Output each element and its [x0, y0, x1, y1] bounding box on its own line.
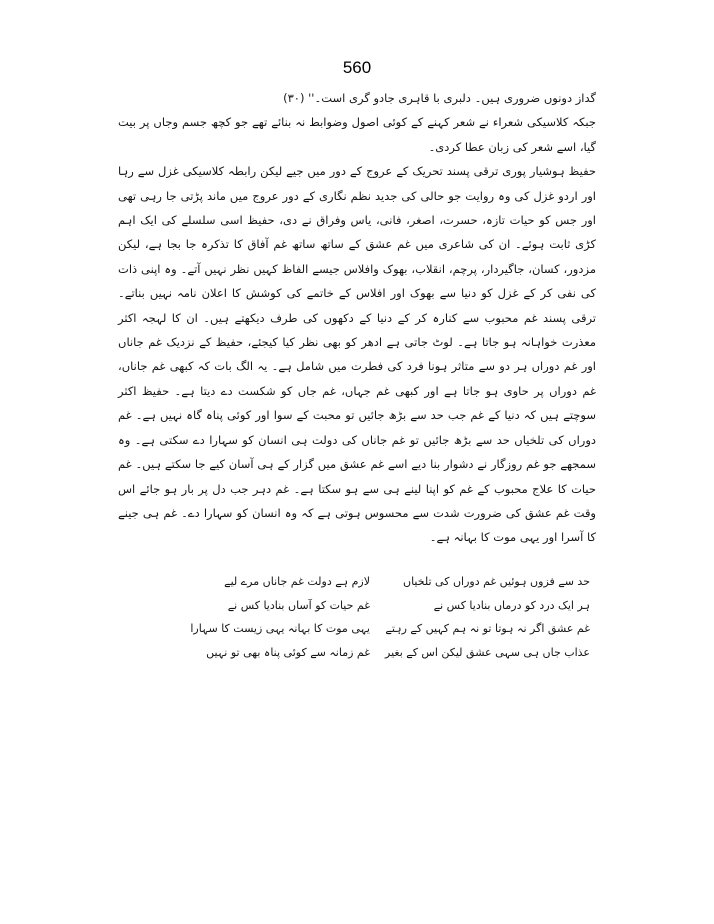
couplet-second-line: یہی موت کا بہانہ یہی زیست کا سہارا	[190, 622, 370, 635]
couplet	[150, 641, 590, 665]
couplet-second-line: لازم ہے دولت غم جاناں مرے لیے	[224, 575, 370, 588]
couplet	[150, 594, 590, 618]
couplet-first-line: غم عشق اگر نہ ہوتا تو نہ ہم کہیں کے رہتے	[385, 622, 590, 635]
body-text	[118, 86, 596, 550]
paragraph: گداز دونوں ضروری ہیں۔ دلبری با قاہری جادو گری است۔'' (۳۰)	[283, 91, 596, 105]
couplet-first-line: حد سے فزوں ہوئیں غم دوراں کی تلخیاں	[403, 575, 590, 588]
couplet-second-line: غم حیات کو آساں بنادیا کس نے	[227, 598, 370, 612]
couplet	[150, 570, 590, 594]
couplet	[150, 617, 590, 641]
couplet-first-line: ہر ایک درد کو درماں بنادیا کس نے	[433, 598, 590, 612]
couplet-second-line: غم زمانہ سے کوئی پناہ بھی تو نہیں	[206, 645, 370, 659]
page-number: 560	[342, 58, 372, 77]
couplet-first-line: عذاب جاں ہی سہی عشق لیکن اس کے بغیر	[385, 645, 590, 659]
poem	[150, 570, 590, 664]
paragraph: جبکہ کلاسیکی شعراء نے شعر کہنے کے کوئی اصول وضوابط نہ بنائے تھے جو کچھ جسم وجاں پر بیت گیا، اسے شعر کی زبان عطا کردی۔	[118, 115, 596, 154]
paragraph: حفیظ ہوشیار پوری ترقی پسند تحریک کے عروج کے دور میں جیے لیکن رابطہ کلاسیکی غزل سے رہا اور اردو غزل کی وہ روایت جو حالی کی جدید نظم نگاری کے دور عروج میں ماند پڑتی جا رہی تھی اور جس کو حیات تازہ، حسرت، اصغر، فانی، یاس وفراق نے دی، حفیظ اسی سلسلے کی ایک اہم کڑی ثابت ہوئے۔ ان کی شاعری میں غم عشق کے ساتھ ساتھ غم آفاق کا تذکرہ جا بجا ہے، لیکن مزدور، کسان، جاگیردار، پرچم، انقلاب، بھوک وافلاس جیسے الفاظ کہیں نظر نہیں آتے۔ وہ اپنی ذات کی نفی کر کے غزل کو دنیا سے بھوک اور افلاس کے خاتمے کی کوشش کا اعلان نامہ نہیں بناتے۔ ترقی پسند غم محبوب سے کنارہ کر کے دنیا کے دکھوں کی طرف دیکھتے ہیں۔ ان کا لہجہ اکثر معذرت خواہانہ ہو جاتا ہے۔ لوٹ جاتی ہے ادھر کو بھی نظر کیا کیجئے، حفیظ کے نزدیک غم جاناں اور غم دوراں ہر دو سے متاثر ہونا فرد کی فطرت میں شامل ہے۔ یہ الگ بات کہ کبھی غم جاناں، غم دوراں پر حاوی ہو جاتا ہے اور کبھی غم جہاں، غم جاں کو شکست دے دیتا ہے۔ حفیظ اکثر سوچتے ہیں کہ دنیا کے غم جب حد سے بڑھ جائیں تو محبت کے سوا اور کوئی پناہ گاہ نہیں ہے۔ غم دوراں کی تلخیاں حد سے بڑھ جائیں تو غم جاناں کی دولت ہی انسان کو سہارا دے سکتی ہے۔ وہ سمجھے جو غم روزگار نے دشوار بنا دیے اسے غم عشق میں گزار کے ہی آسان کیے جا سکتے ہیں۔ غم حیات کا علاج محبوب کے غم کو اپنا لینے ہی سے ہو سکتا ہے۔ غم دہر جب دل پر بار ہو جائے اس وقت غم عشق کی ضرورت شدت سے محسوس ہوتی ہے کہ وہ انسان کو سہارا دے۔ غم ہی جینے کا آسرا اور یہی موت کا بہانہ ہے۔	[118, 164, 596, 545]
